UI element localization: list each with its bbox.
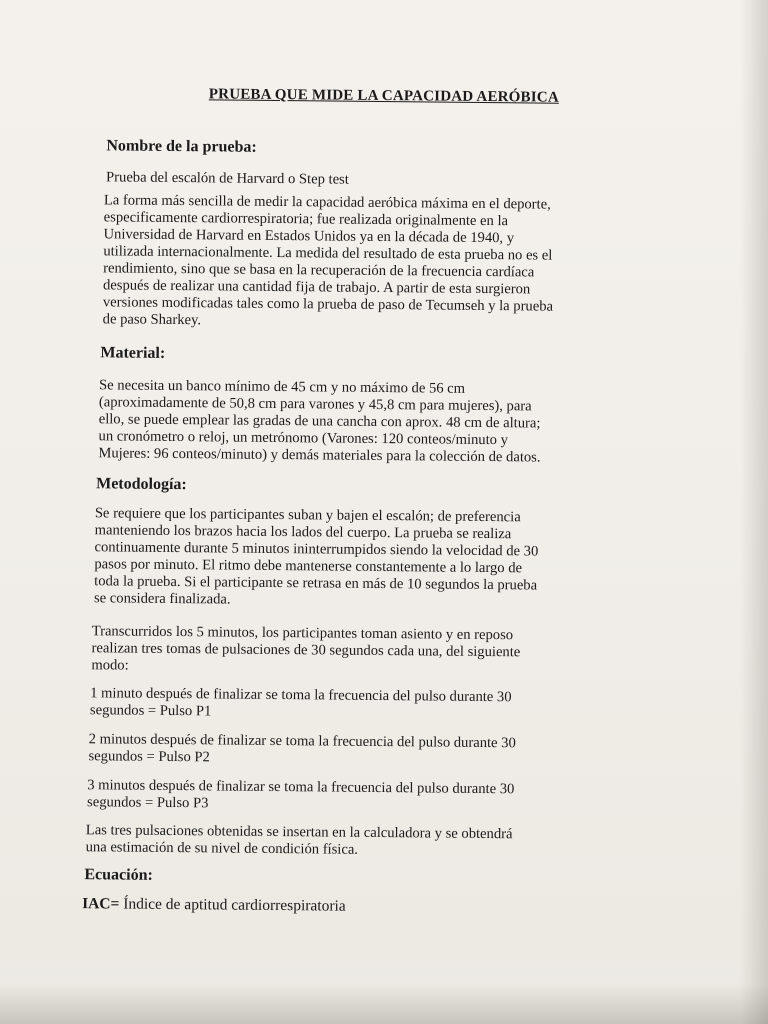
closing-line: una estimación de su nivel de condición física.: [85, 839, 359, 858]
pulse-line: segundos = Pulso P2: [88, 748, 210, 766]
material-paragraph: [98, 377, 639, 467]
intro-line: utilizada internacionalmente. La medida del resultado de esta prueba no es el: [103, 243, 553, 264]
material-line: un cronómetro o reloj, un metrónomo (Varones: 120 conteos/minuto y: [98, 428, 509, 449]
material-line: (aproximadamente de 50,8 cm para varones y 45,8 cm para mujeres), para: [98, 394, 532, 415]
metodologia-line: toda la prueba. Si el participante se retrasa en más de 10 segundos la prueba: [94, 573, 538, 594]
metodologia-line: Transcurridos los 5 minutos, los participantes toman asiento y en reposo: [91, 623, 514, 644]
intro-line: rendimiento, sino que se basa en la recuperación de la frecuencia cardíaca: [103, 260, 535, 281]
intro-line: La forma más sencilla de medir la capacidad aeróbica máxima en el deporte,: [103, 192, 551, 213]
intro-paragraph: [103, 192, 644, 333]
heading-nombre: Nombre de la prueba:: [106, 137, 257, 156]
pulse-line: segundos = Pulso P3: [87, 794, 209, 812]
iac-text: Índice de aptitud cardiorrespiratoria: [119, 895, 346, 915]
metodologia-line: manteniendo los brazos hacia los lados del cuerpo. La prueba se realiza: [94, 522, 512, 543]
document-title: PRUEBA QUE MIDE LA CAPACIDAD AERÓBICA: [208, 86, 559, 106]
metodologia-line: continuamente durante 5 minutos ininterrumpidos siendo la velocidad de 30: [94, 539, 539, 560]
metodologia-line: modo:: [91, 657, 129, 674]
intro-line: después de realizar una cantidad fija de trabajo. A partir de esta surgieron: [102, 277, 531, 298]
pulse-line: 3 minutos después de finalizar se toma la frecuencia del pulso durante 30: [87, 777, 515, 798]
page-bottom-shadow: [0, 984, 768, 1024]
heading-metodologia: Metodología:: [96, 475, 187, 494]
heading-material: Material:: [100, 344, 166, 362]
intro-line: Universidad de Harvard en Estados Unidos ya en la década de 1940, y: [103, 226, 515, 247]
metodologia-paragraph-2: [91, 623, 631, 679]
pulse-item-3: [87, 777, 627, 816]
page-edge-shadow: [740, 0, 768, 1024]
intro-line: especificamente cardiorrespiratoria; fue realizada originalmente en la: [103, 209, 509, 230]
pulse-item-2: [88, 731, 628, 770]
closing-line: Las tres pulsaciones obtenidas se insertan en la calculadora y se obtendrá: [85, 822, 513, 843]
test-name: Prueba del escalón de Harvard o Step test: [106, 169, 349, 188]
pulse-item-1: [90, 685, 630, 724]
intro-line: de paso Sharkey.: [102, 311, 202, 329]
material-line: Se necesita un banco mínimo de 45 cm y no máximo de 56 cm: [99, 377, 466, 397]
metodologia-paragraph-1: [94, 505, 635, 612]
iac-definition: [82, 895, 622, 917]
metodologia-line: pasos por minuto. El ritmo debe mantenerse constantemente a lo largo de: [94, 556, 523, 577]
material-line: Mujeres: 96 conteos/minuto) y demás materiales para la colección de datos.: [98, 445, 541, 466]
iac-label: IAC=: [82, 895, 120, 913]
closing-paragraph: [86, 822, 626, 861]
pulse-line: segundos = Pulso P1: [89, 702, 212, 720]
material-line: ello, se puede emplear las gradas de una cancha con aprox. 48 cm de altura;: [98, 411, 541, 432]
metodologia-line: se considera finalizada.: [93, 590, 231, 608]
metodologia-line: Se requiere que los participantes suban y bajen el escalón; de preferencia: [94, 505, 521, 526]
pulse-line: 1 minuto después de finalizar se toma la frecuencia del pulso durante 30: [90, 685, 512, 706]
pulse-line: 2 minutos después de finalizar se toma la frecuencia del pulso durante 30: [88, 731, 516, 752]
heading-ecuacion: Ecuación:: [84, 866, 153, 884]
intro-line: versiones modificadas tales como la prueba de paso de Tecumseh y la prueba: [102, 294, 554, 315]
metodologia-line: realizan tres tomas de pulsaciones de 30 segundos cada una, del siguiente: [91, 640, 521, 661]
